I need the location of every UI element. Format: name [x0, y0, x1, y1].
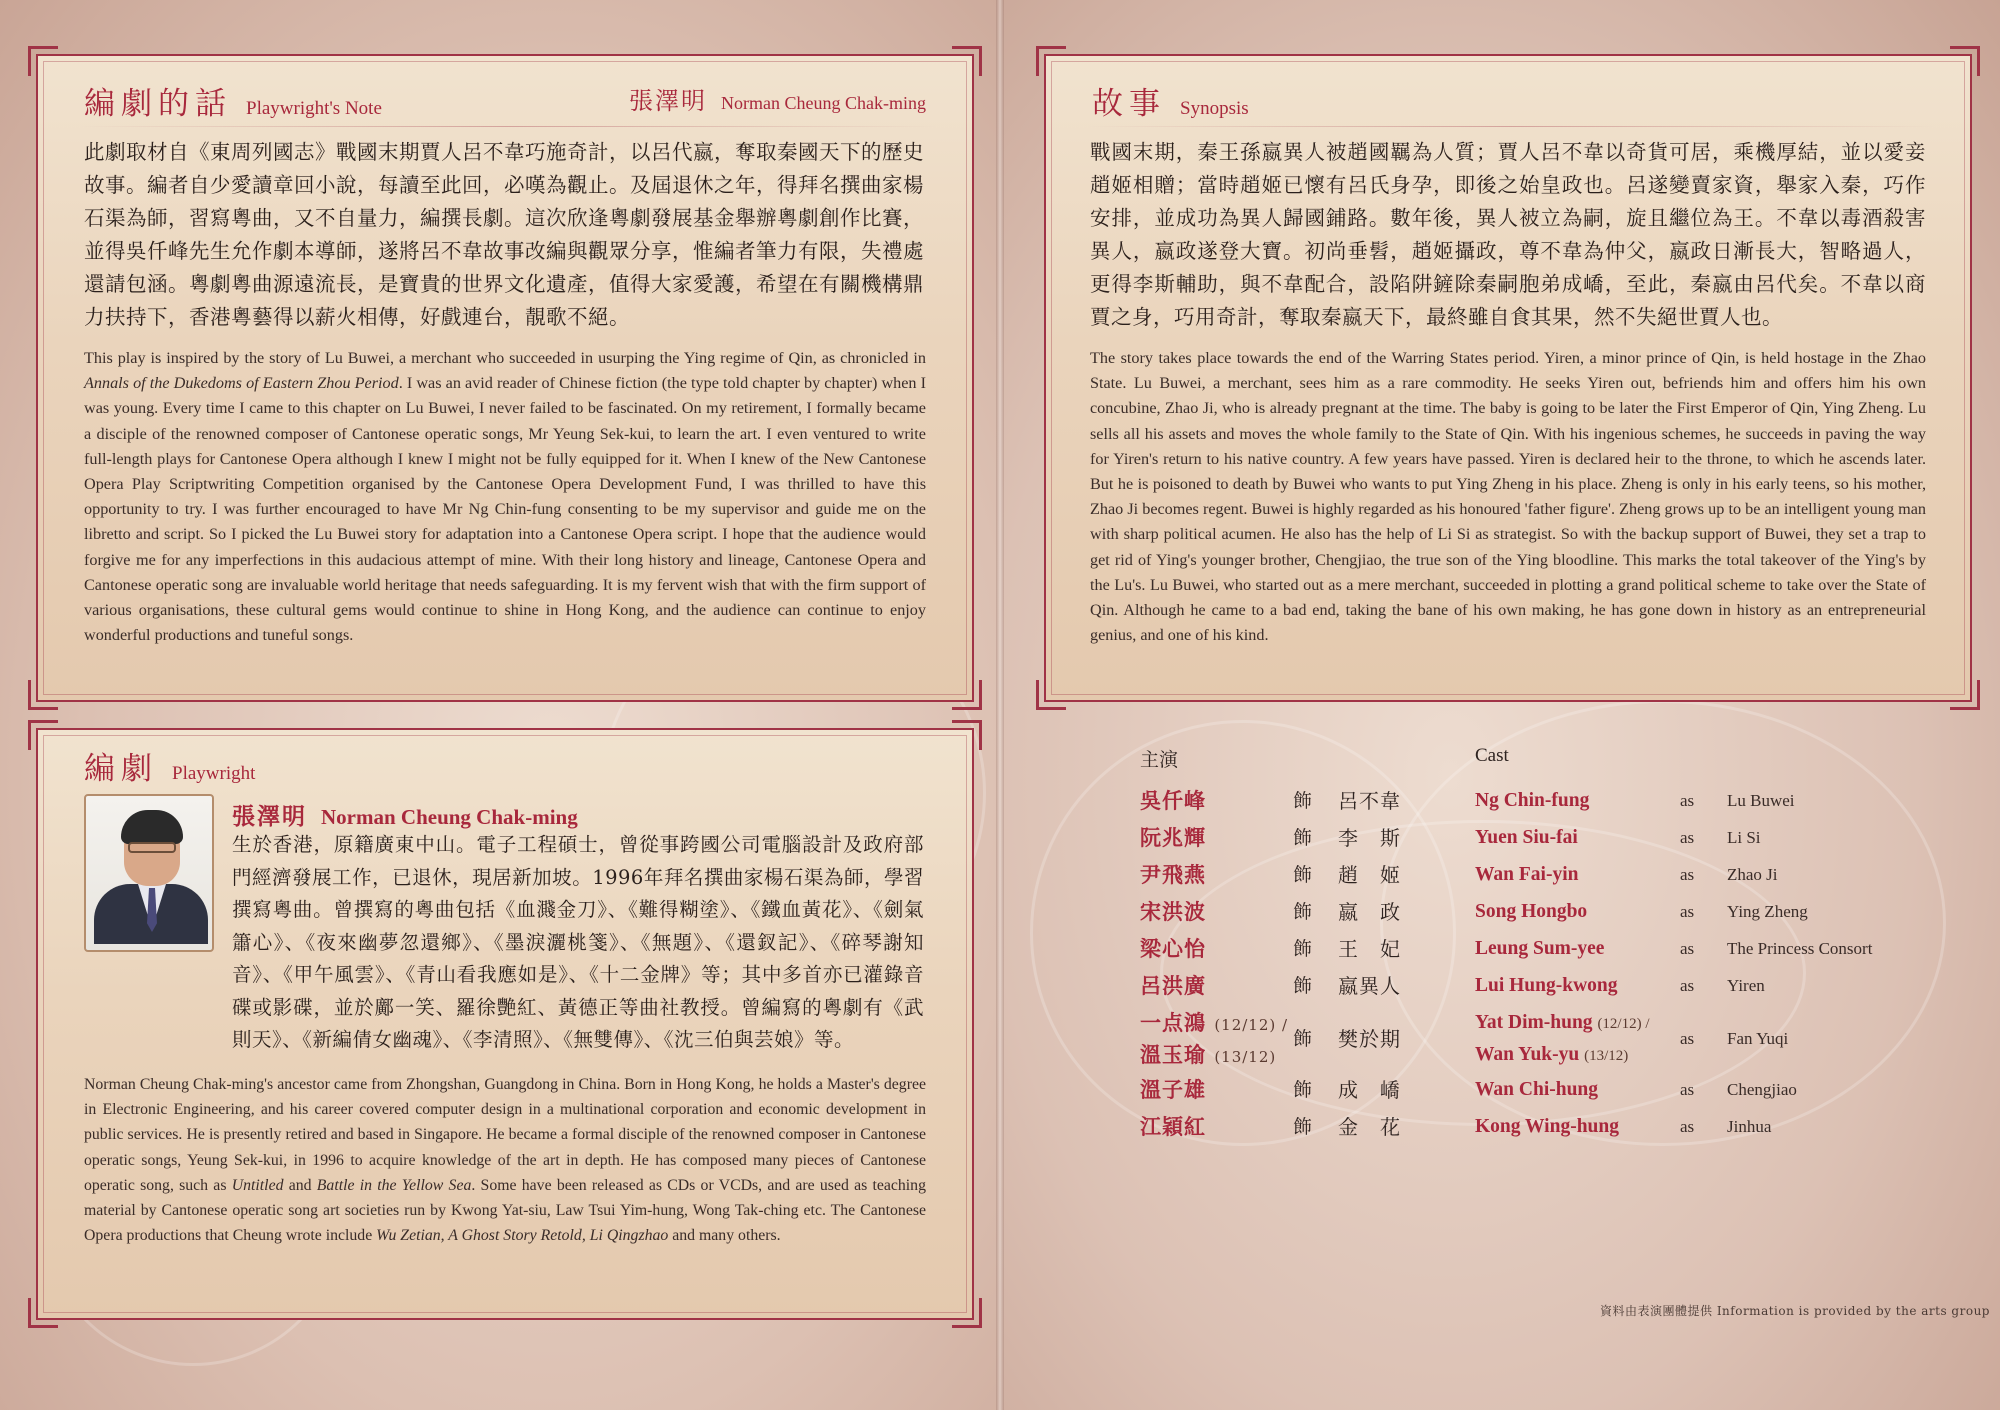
role-name-cn: 樊於期	[1338, 1027, 1400, 1051]
actor-name-en: Kong Wing-hung	[1475, 1116, 1619, 1137]
actor-name-cn: 吳仟峰	[1140, 788, 1206, 813]
actor-name-en: Wan Fai-yin	[1475, 864, 1579, 885]
heading-en: Playwright	[172, 763, 256, 784]
corner-ornament	[28, 1298, 58, 1328]
as-label-en: as	[1680, 976, 1695, 995]
corner-ornament	[28, 680, 58, 710]
synopsis-body-en: The story takes place towards the end of the Warring States period. Yiren, a minor prince of Qin, is held hostage in the Zhao State. Lu Buwei, a merchant, sees him as a rare commodity. He seeks Yiren out, befriends him and offers him his own concubine, Zhao Ji, who is already pregnant at the time. The baby is going to be later the First Emperor of Qin, Ying Zheng. Lu sells all his assets and moves the whole family to the State of Qin. With his ingenious schemes, he succeeds in paving the way for Yiren's return to his native country. A few years have passed. Yiren is declared heir to the throne, to which he ascends later. But he is poisoned to death by Buwei who wants to put Ying Zheng in his place. Zheng is only in his early teens, so his mother, Zhao Ji becomes regent. Buwei is highly regarded as his honoured 'father figure'. Zheng grows up to be an intelligent young man with sharp political acumen. He also has the help of Li Si as strategist. So with the backup support of Buwei, they set a trap to get rid of Ying's younger brother, Chengjiao, the true son of the Ying bloodline. This marks the total takeover of the Ying's by the Lu's. Lu Buwei, who started out as a mere merchant, succeeded in plotting a grand political scheme to take over the State of Qin. Although he came to a bad end, taking the bane of his own making, he has gone down in history as an entrepreneurial genius, and one of his kind.	[1090, 349, 1926, 645]
actor-name-en: Wan Chi-hung	[1475, 1079, 1599, 1100]
performance-date: (12/12) /	[1597, 1016, 1650, 1032]
as-label-en: as	[1680, 939, 1695, 958]
role-name-cn: 趙姬	[1338, 863, 1400, 887]
production-titles: Wu Zetian, A Ghost Story Retold, Li Qingzhao	[376, 1227, 669, 1245]
as-label-en: as	[1680, 1080, 1695, 1099]
cast-header-cn: 主演	[1140, 749, 1179, 771]
heading-rule	[78, 126, 938, 127]
song-title: Battle in the Yellow Sea	[316, 1176, 472, 1194]
role-name-cn: 嬴政	[1338, 900, 1400, 924]
role-name-en: Chengjiao	[1727, 1080, 1797, 1099]
role-name-cn: 王妃	[1338, 937, 1400, 961]
cast-row	[1000, 971, 2000, 1007]
body-en-text: This play is inspired by the story of Lu Buwei, a merchant who succeeded in usurping the Ying regime of Qin, as chronicled in	[84, 349, 926, 367]
playwright-note-heading	[84, 78, 382, 123]
cast-row	[1000, 1112, 2000, 1148]
actor-name-cn-1: 一点鴻	[1140, 1010, 1206, 1035]
cast-list	[1000, 0, 2000, 1410]
role-name-cn: 呂不韋	[1338, 789, 1400, 813]
cast-row-double	[1000, 1008, 2000, 1078]
corner-ornament	[952, 720, 982, 750]
corner-ornament	[28, 46, 58, 76]
playwright-portrait	[84, 794, 214, 952]
role-name-en: Jinhua	[1727, 1117, 1772, 1136]
body-en-text: . Some have been released as CDs or VCDs, and are used as teaching material by Cantonese operatic song art societies run by Kwong Yat-siu, Law Tsui Yim-hung, Wong Tak-ching etc. The Cantonese Opera productions that Cheung wrote include	[84, 1176, 926, 1245]
actor-name-cn: 呂洪廣	[1140, 973, 1206, 998]
as-label-cn: 飾	[1293, 827, 1313, 849]
as-label-cn: 飾	[1293, 1028, 1313, 1050]
actor-name-en	[1475, 1040, 1628, 1071]
playwright-note-panel	[36, 54, 974, 702]
actor-name-en: Ng Chin-fung	[1475, 790, 1590, 811]
synopsis-body-cn: 戰國末期，秦王孫嬴異人被趙國羈為人質；賈人呂不韋以奇貨可居，乘機厚結，並以愛妾趙姬相贈；當時趙姬已懷有呂氏身孕，即後之始皇政也。呂遂變賣家資，舉家入秦，巧作安排，並成功為異人歸國鋪路。數年後，異人被立為嗣，旋且繼位為王。不韋以毒酒殺害異人，嬴政遂登大寶。初尚垂髫，趙姬攝政，尊不韋為仲父，嬴政日漸長大，智略過人，更得李斯輔助，與不韋配合，設陷阱鏟除秦嗣胞弟成嶠，至此，秦嬴由呂代矣。不韋以商賈之身，巧用奇計，奪取秦嬴天下，最終雖自食其果，然不失絕世賈人也。	[1090, 140, 1926, 329]
playwright-bio-en	[84, 1072, 926, 1248]
cast-row	[1000, 823, 2000, 859]
actor-name-cn: 溫子雄	[1140, 1077, 1206, 1102]
role-name-cn: 嬴異人	[1338, 974, 1400, 998]
cast-row	[1000, 786, 2000, 822]
corner-ornament	[952, 1298, 982, 1328]
corner-ornament	[952, 46, 982, 76]
role-name-en: Zhao Ji	[1727, 865, 1778, 884]
actor-name-en	[1475, 1008, 1650, 1039]
as-label-cn: 飾	[1293, 864, 1313, 886]
performance-date: (13/12)	[1584, 1048, 1629, 1064]
as-label-cn: 飾	[1293, 901, 1313, 923]
playwright-name	[232, 798, 578, 831]
as-label-en: as	[1680, 865, 1695, 884]
actor-name-cn: 江穎紅	[1140, 1114, 1206, 1139]
performance-date: (13/12)	[1214, 1048, 1277, 1066]
as-label-cn: 飾	[1293, 1079, 1313, 1101]
as-label-cn: 飾	[1293, 938, 1313, 960]
actor-name-en: Yuen Siu-fai	[1475, 827, 1578, 848]
heading-en: Playwright's Note	[246, 98, 382, 119]
body-en-text: and many others.	[668, 1227, 781, 1245]
as-label-cn: 飾	[1293, 1116, 1313, 1138]
role-name-en: Ying Zheng	[1727, 902, 1808, 921]
role-name-en: Yiren	[1727, 976, 1765, 995]
role-name-cn: 金花	[1338, 1115, 1400, 1139]
role-name-en: Lu Buwei	[1727, 791, 1795, 810]
corner-ornament	[28, 720, 58, 750]
cast-header-en: Cast	[1475, 745, 1509, 766]
author-name-en: Norman Cheung Chak-ming	[721, 93, 926, 113]
corner-ornament	[952, 680, 982, 710]
actor-name-cn	[1140, 1008, 1288, 1040]
actor-name-cn: 宋洪波	[1140, 899, 1206, 924]
as-label-en: as	[1680, 791, 1695, 810]
actor-name-cn: 尹飛燕	[1140, 862, 1206, 887]
heading-cn: 故事	[1092, 86, 1166, 122]
as-label-en: as	[1680, 1029, 1695, 1048]
playwright-note-body-en	[84, 346, 926, 648]
actor-name-cn	[1140, 1040, 1276, 1072]
performance-date: (12/12) /	[1214, 1016, 1289, 1034]
cast-row	[1000, 897, 2000, 933]
actor-name-cn: 梁心怡	[1140, 936, 1206, 961]
as-label-en: as	[1680, 902, 1695, 921]
author-name-cn: 張澤明	[629, 87, 708, 115]
actor-name-en: Lui Hung-kwong	[1475, 975, 1618, 996]
role-name-cn: 成嶠	[1338, 1078, 1400, 1102]
song-title: Untitled	[231, 1176, 284, 1194]
playwright-note-body-cn: 此劇取材自《東周列國志》戰國末期賈人呂不韋巧施奇計，以呂代嬴，奪取秦國天下的歷史故事。編者自少愛讀章回小說，每讀至此回，必嘆為觀止。及屆退休之年，得拜名撰曲家楊石渠為師，習寫粵曲，又不自量力，編撰長劇。這次欣逢粵劇發展基金舉辦粵劇創作比賽，並得吳仟峰先生允作劇本導師，遂將呂不韋故事改編與觀眾分享，惟編者筆力有限，失禮處還請包涵。粵劇粵曲源遠流長，是寶貴的世界文化遺產，值得大家愛護，希望在有關機構鼎力扶持下，香港粵藝得以薪火相傳，好戲連台，靚歌不絕。	[84, 140, 924, 329]
playwright-name-en: Norman Cheung Chak-ming	[321, 805, 578, 829]
book-title: Annals of the Dukedoms of Eastern Zhou Period	[84, 374, 399, 393]
body-en-text: . I was an avid reader of Chinese fiction (the type told chapter by chapter) when I was young. Every time I came to this chapter on Lu Buwei, I never failed to be fascinated. On my retirement, I formally became a disciple of the renowned composer of Cantonese operatic songs, Mr Yeung Sek-kui, to learn the art. I even ventured to write full-length plays for Cantonese Opera although I knew I might not be fully equipped for it. When I knew of the New Cantonese Opera Play Scriptwriting Competition organised by the Cantonese Opera Development Fund, I was thrilled to have this opportunity to try. I was further encouraged to have Mr Ng Chin-fung consenting to be my supervisor and guide me on the libretto and script. So I picked the Lu Buwei story for adaptation into a Cantonese Opera script. I hope that the audience would forgive me for any imperfections in this audacious attempt of mine. With their long history and lineage, Cantonese Opera and Cantonese operatic song are invaluable world heritage that needs safeguarding. It is my fervent wish that with the firm support of various organisations, these cultural gems would continue to shine in Hong Kong, and the audience can continue to enjoy wonderful productions and tuneful songs.	[84, 374, 926, 645]
as-label-en: as	[1680, 1117, 1695, 1136]
heading-cn: 編劇	[84, 751, 158, 787]
playwright-bio-cn: 生於香港，原籍廣東中山。電子工程碩士，曾從事跨國公司電腦設計及政府部門經濟發展工作，已退休，現居新加坡。1996年拜名撰曲家楊石渠為師，學習撰寫粵曲。曾撰寫的粵曲包括《血濺金刀》、《難得糊塗》、《鐵血黃花》、《劍氣簫心》、《夜來幽夢忽還鄉》、《墨淚灑桃箋》、《無題》、《還釵記》、《碎琴謝知音》、《甲午風雲》、《青山看我應如是》、《十二金牌》等；其中多首亦已灌錄音碟或影碟，並於鄺一笑、羅徐艷紅、黃德正等曲社教授。曾編寫的粵劇有《武則天》、《新編倩女幽魂》、《李清照》、《無雙傳》、《沈三伯與芸娘》等。	[232, 833, 924, 1051]
author-byline	[629, 81, 926, 116]
cast-row	[1000, 1075, 2000, 1111]
body-en-text: Norman Cheung Chak-ming's ancestor came from Zhongshan, Guangdong in China. Born in Hong Kong, he holds a Master's degree in Electronic Engineering, and his career covered computer design in a multinational corporation and economic development in public services. He is presently retired and based in Singapore. He became a formal disciple of the renowned composer in Cantonese operatic songs, Yeung Sek-kui, in 1996 to acquire knowledge of the art in depth. He has composed many pieces of Cantonese operatic song, such as	[84, 1076, 926, 1194]
playwright-name-cn: 張澤明	[232, 803, 307, 830]
actor-name-cn: 阮兆輝	[1140, 825, 1206, 850]
playwright-heading	[84, 743, 255, 788]
role-name-cn: 李斯	[1338, 826, 1400, 850]
as-label-en: as	[1680, 828, 1695, 847]
footer-note: 資料由表演團體提供 Information is provided by the arts group	[1600, 1304, 1990, 1318]
playwright-panel	[36, 728, 974, 1320]
as-label-cn: 飾	[1293, 790, 1313, 812]
cast-row	[1000, 860, 2000, 896]
heading-cn: 編劇的話	[84, 86, 232, 122]
role-name-en: Fan Yuqi	[1727, 1029, 1789, 1048]
body-en-text: and	[283, 1176, 317, 1194]
actor-name-en-2: Wan Yuk-yu	[1475, 1044, 1580, 1065]
actor-name-en: Song Hongbo	[1475, 901, 1588, 922]
actor-name-cn-2: 溫玉瑜	[1140, 1042, 1206, 1067]
role-name-en: The Princess Consort	[1727, 939, 1873, 958]
as-label-cn: 飾	[1293, 975, 1313, 997]
cast-row	[1000, 934, 2000, 970]
actor-name-en-1: Yat Dim-hung	[1475, 1012, 1593, 1033]
role-name-en: Li Si	[1727, 828, 1761, 847]
heading-en: Synopsis	[1180, 98, 1249, 119]
actor-name-en: Leung Sum-yee	[1475, 938, 1605, 959]
